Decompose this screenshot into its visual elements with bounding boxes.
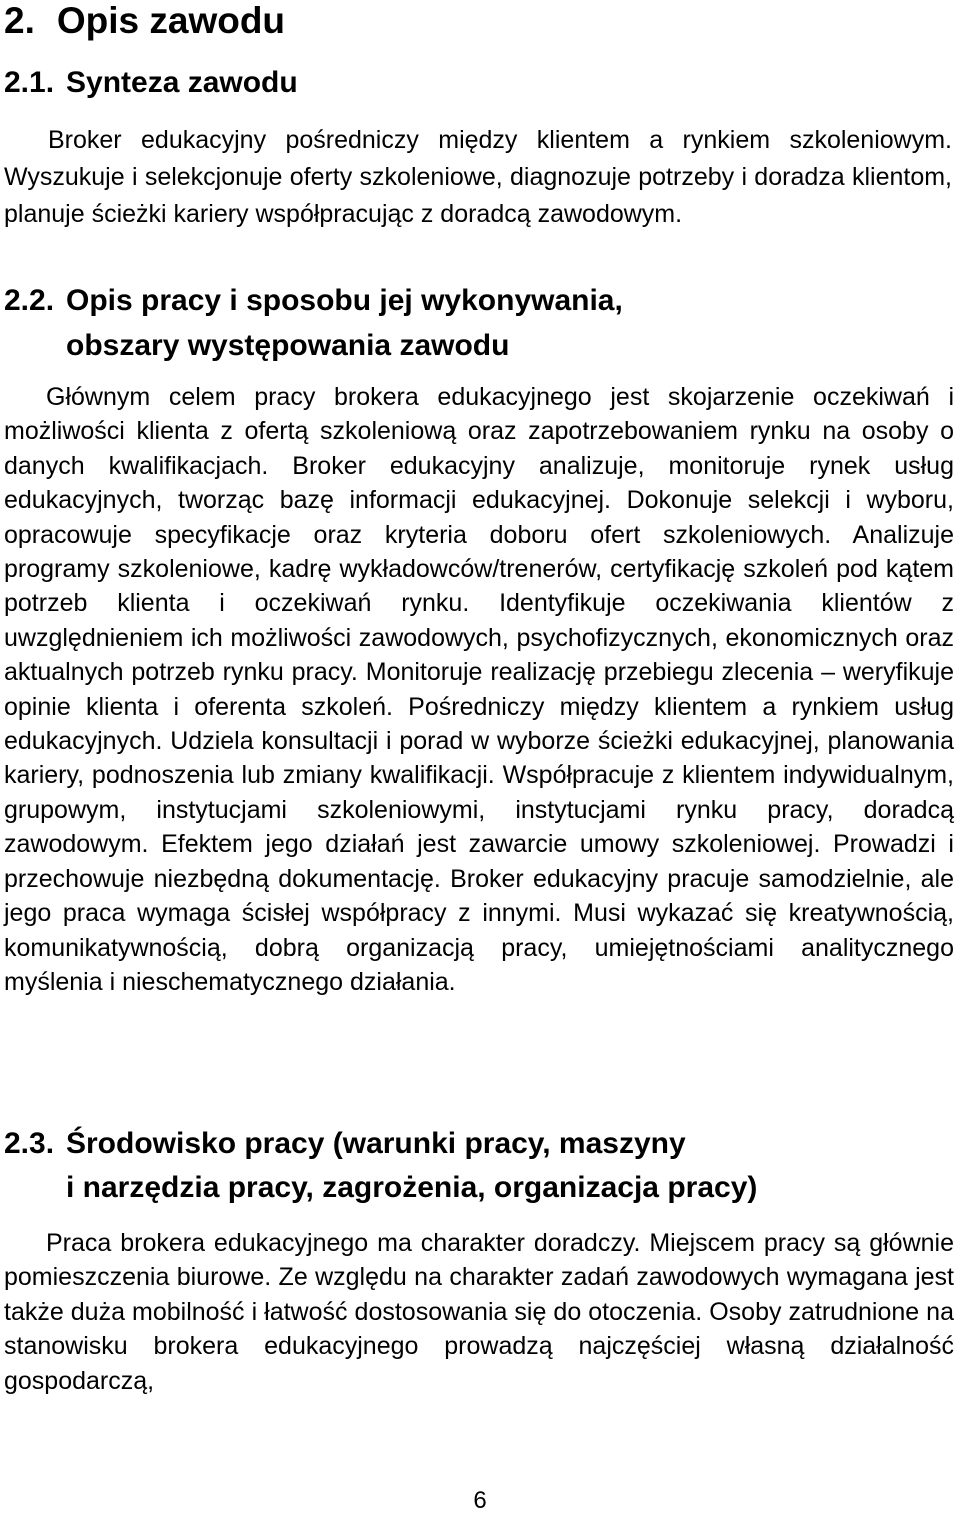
section-paragraph-2-1: Broker edukacyjny pośredniczy między klientem a rynkiem szkoleniowym. Wyszukuje i selekcjonuje oferty szkoleniowe, diagnozuje potrzeby i doradza klientom, planuje ścieżki kariery współpracując z doradcą zawodowym.: [4, 126, 952, 228]
chapter-number: 2.: [4, 0, 35, 41]
chapter-heading: [4, 0, 285, 42]
section-heading-2-3: [4, 1122, 944, 1210]
section-heading-2-1: [4, 60, 944, 105]
section-paragraph-2-3: Praca brokera edukacyjnego ma charakter doradczy. Miejscem pracy są głównie pomieszczenia biurowe. Ze względu na charakter zadań zawodowych wymagana jest także duża mobilność i łatwość dostosowania się do otoczenia. Osoby zatrudnione na stanowisku brokera edukacyjnego prowadzą najczęściej własną działalność gospodarczą,: [4, 1229, 954, 1395]
section-title: Środowisko pracy (warunki pracy, maszyny i narzędzia pracy, zagrożenia, organizacja pracy): [66, 1127, 758, 1204]
section-number: 2.2.: [4, 284, 55, 317]
page-number: 6: [473, 1487, 487, 1514]
section-number: 2.1.: [4, 66, 55, 99]
chapter-title: Opis zawodu: [56, 0, 286, 41]
section-title: Opis pracy i sposobu jej wykonywania, obszary występowania zawodu: [66, 284, 623, 362]
section-number: 2.3.: [4, 1127, 55, 1160]
section-title: Synteza zawodu: [66, 66, 298, 99]
section-paragraph-2-2: Głównym celem pracy brokera edukacyjnego jest skojarzenie oczekiwań i możliwości klienta z ofertą szkoleniową oraz zapotrzebowaniem rynku na osoby o danych kwalifikacjach. Broker edukacyjny analizuje, monitoruje rynek usług edukacyjnych, tworząc bazę informacji edukacyjnej. Dokonuje selekcji i wyboru, opracowuje specyfikacje oraz kryteria doboru ofert szkoleniowych. Analizuje programy szkoleniowe, kadrę wykładowców/trenerów, certyfikację szkoleń pod kątem potrzeb klienta i oczekiwań rynku. Identyfikuje oczekiwania klientów z uwzględnieniem ich możliwości zawodowych, psychofizycznych, ekonomicznych oraz aktualnych potrzeb rynku pracy. Monitoruje realizację przebiegu zlecenia – weryfikuje opinie klienta i oferenta szkoleń. Pośredniczy między klientem a rynkiem usług edukacyjnych. Udziela konsultacji i porad w wyborze ścieżki edukacyjnej, planowania kariery, podnoszenia lub zmiany kwalifikacji. Współpracuje z klientem indywidualnym, grupowym, instytucjami szkoleniowymi, instytucjami rynku pracy, doradcą zawodowym. Efektem jego działań jest zawarcie umowy szkoleniowej. Prowadzi i przechowuje niezbędną dokumentację. Broker edukacyjny pracuje samodzielnie, ale jego praca wymaga ścisłej współpracy z innymi. Musi wykazać się kreatywnością, komunikatywnością, dobrą organizacją pracy, umiejętnościami analitycznego myślenia i nieschematycznego działania.: [4, 383, 954, 996]
section-heading-2-2: [4, 278, 944, 368]
